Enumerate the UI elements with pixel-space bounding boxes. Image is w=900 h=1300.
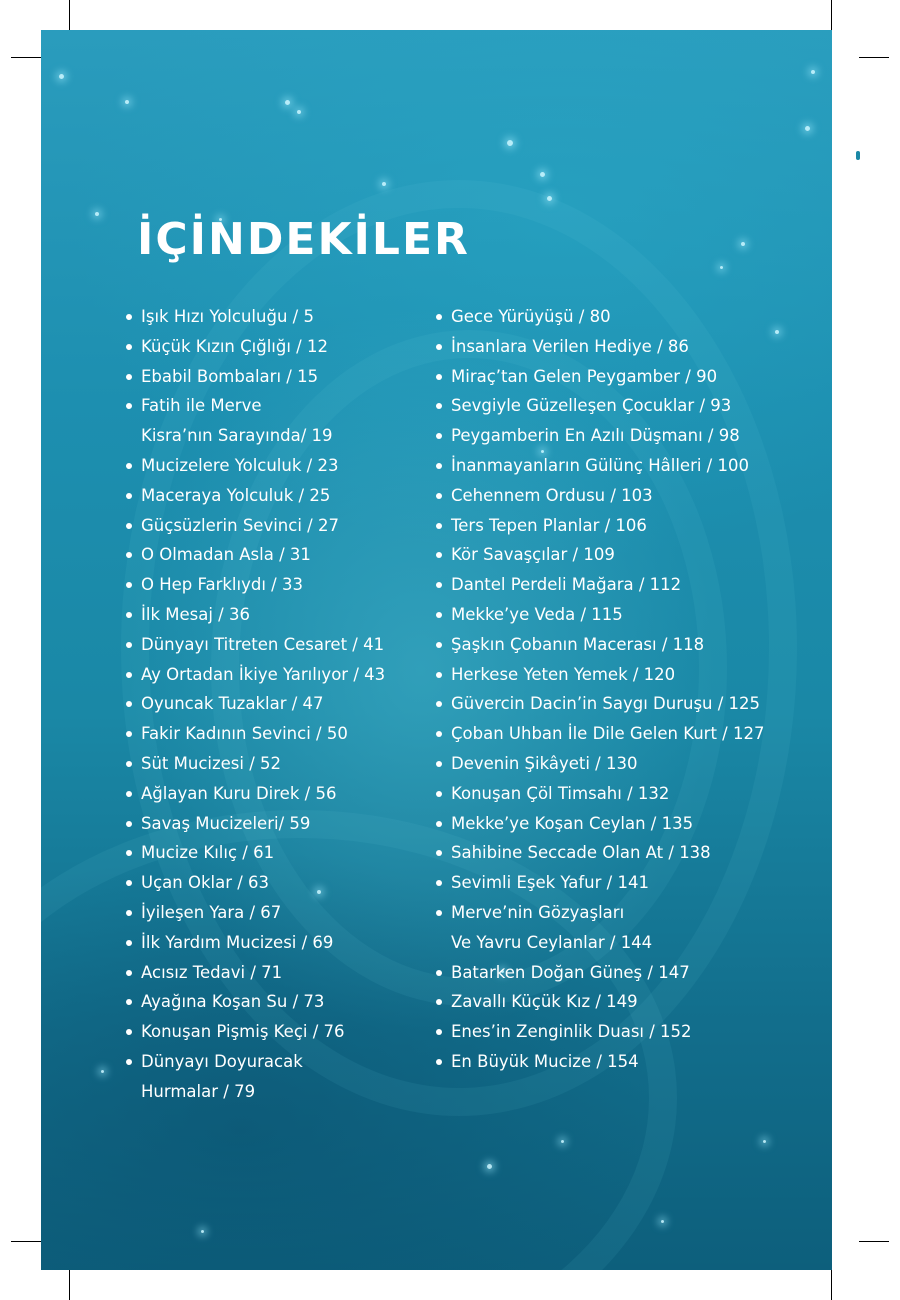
- toc-entry-text: Kör Savaşçılar / 109: [451, 545, 615, 565]
- star: [487, 1164, 492, 1169]
- crop-mark: [11, 1241, 41, 1242]
- star: [507, 140, 513, 146]
- star: [101, 1070, 104, 1073]
- star: [201, 1230, 204, 1233]
- toc-entry: [125, 362, 425, 392]
- bullet-icon: [126, 552, 132, 558]
- edge-mark: [856, 151, 860, 160]
- toc-entry: [125, 749, 425, 779]
- star: [382, 182, 386, 186]
- toc-entry: [125, 987, 425, 1017]
- toc-entry: [125, 302, 425, 332]
- toc-entry-text: Dantel Perdeli Mağara / 112: [451, 575, 682, 595]
- bullet-icon: [436, 850, 442, 856]
- toc-entry: [435, 332, 815, 362]
- toc-entry-text: Konuşan Pişmiş Keçi / 76: [141, 1022, 345, 1042]
- bullet-icon: [126, 582, 132, 588]
- bullet-icon: [436, 880, 442, 886]
- toc-entry: [125, 958, 425, 988]
- bullet-icon: [126, 999, 132, 1005]
- toc-entry: [435, 630, 815, 660]
- toc-entry-text: Kisra’nın Sarayında/ 19: [141, 426, 333, 446]
- toc-entry: [435, 958, 815, 988]
- toc-entry: [125, 660, 425, 690]
- toc-entry: [125, 630, 425, 660]
- toc-entry: [435, 689, 815, 719]
- toc-entry-text: Ay Ortadan İkiye Yarılıyor / 43: [141, 664, 386, 684]
- toc-entry-text: Zavallı Küçük Kız / 149: [451, 992, 638, 1012]
- toc-entry: [125, 481, 425, 511]
- bullet-icon: [126, 731, 132, 737]
- toc-entry-text: O Hep Farklıydı / 33: [141, 575, 303, 595]
- toc-entry-text: Enes’in Zenginlik Duası / 152: [451, 1022, 692, 1042]
- bullet-icon: [126, 463, 132, 469]
- toc-entry: [435, 570, 815, 600]
- toc-entry-text: Miraç’tan Gelen Peygamber / 90: [451, 366, 718, 386]
- bullet-icon: [126, 940, 132, 946]
- toc-entry-text: Çoban Uhban İle Dile Gelen Kurt / 127: [451, 724, 765, 744]
- bullet-icon: [126, 880, 132, 886]
- toc-entry-text: O Olmadan Asla / 31: [141, 545, 311, 565]
- bullet-icon: [126, 374, 132, 380]
- star: [95, 212, 99, 216]
- toc-entry-text: Sahibine Seccade Olan At / 138: [451, 843, 711, 863]
- toc-entry: [435, 362, 815, 392]
- toc-entry-text: Dünyayı Doyuracak: [141, 1051, 303, 1071]
- bullet-icon: [436, 761, 442, 767]
- toc-entry: [125, 600, 425, 630]
- toc-entry-text: Ayağına Koşan Su / 73: [141, 992, 325, 1012]
- toc-entry: [435, 987, 815, 1017]
- toc-entry: [125, 332, 425, 362]
- toc-entry: [435, 600, 815, 630]
- toc-entry-text: Hurmalar / 79: [141, 1081, 256, 1101]
- toc-entry: [125, 1047, 425, 1107]
- bullet-icon: [126, 791, 132, 797]
- toc-entry-text: Dünyayı Titreten Cesaret / 41: [141, 634, 385, 654]
- toc-entry: [125, 451, 425, 481]
- toc-entry-text: Sevimli Eşek Yafur / 141: [451, 873, 649, 893]
- bullet-icon: [436, 791, 442, 797]
- toc-entry-text: Güvercin Dacin’in Saygı Duruşu / 125: [451, 694, 761, 714]
- toc-entry-text: Fakir Kadının Sevinci / 50: [141, 724, 348, 744]
- toc-entry: [125, 838, 425, 868]
- bullet-icon: [436, 374, 442, 380]
- toc-entry-text: Mucizelere Yolculuk / 23: [141, 455, 339, 475]
- star: [741, 242, 745, 246]
- toc-entry: [125, 511, 425, 541]
- toc-entry-text: Maceraya Yolculuk / 25: [141, 485, 331, 505]
- toc-entry: [435, 511, 815, 541]
- bullet-icon: [126, 612, 132, 618]
- crop-mark: [11, 57, 41, 58]
- bullet-icon: [126, 761, 132, 767]
- toc-entry: [435, 302, 815, 332]
- toc-entry-text: Ebabil Bombaları / 15: [141, 366, 319, 386]
- book-page: [41, 30, 832, 1270]
- toc-entry: [435, 451, 815, 481]
- toc-entry: [125, 391, 425, 451]
- toc-entry-text: Konuşan Çöl Timsahı / 132: [451, 783, 670, 803]
- toc-entry: [435, 391, 815, 421]
- toc-entry-text: Şaşkın Çobanın Macerası / 118: [451, 634, 705, 654]
- toc-entry-text: Peygamberin En Azılı Düşmanı / 98: [451, 426, 740, 446]
- bullet-icon: [126, 403, 132, 409]
- bullet-icon: [436, 463, 442, 469]
- toc-entry: [125, 809, 425, 839]
- toc-entry: [125, 540, 425, 570]
- bullet-icon: [436, 701, 442, 707]
- crop-mark: [859, 57, 889, 58]
- bullet-icon: [126, 850, 132, 856]
- bullet-icon: [436, 523, 442, 529]
- toc-entry-text: Fatih ile Merve: [141, 396, 262, 416]
- toc-entry: [435, 421, 815, 451]
- toc-entry-text: Küçük Kızın Çığlığı / 12: [141, 336, 328, 356]
- bullet-icon: [126, 970, 132, 976]
- toc-entry-text: Herkese Yeten Yemek / 120: [451, 664, 676, 684]
- toc-entry-text: Mekke’ye Veda / 115: [451, 604, 623, 624]
- bullet-icon: [126, 493, 132, 499]
- toc-entry-text: Mekke’ye Koşan Ceylan / 135: [451, 813, 694, 833]
- toc-entry: [435, 481, 815, 511]
- bullet-icon: [436, 970, 442, 976]
- toc-entry: [125, 898, 425, 928]
- bullet-icon: [126, 1059, 132, 1065]
- toc-entry: [125, 779, 425, 809]
- star: [720, 266, 723, 269]
- toc-entry-text: İnanmayanların Gülünç Hâlleri / 100: [451, 455, 749, 475]
- star: [763, 1140, 766, 1143]
- toc-entry: [435, 1017, 815, 1047]
- toc-entry-text: Mucize Kılıç / 61: [141, 843, 275, 863]
- star: [285, 100, 290, 105]
- star: [811, 70, 815, 74]
- crop-mark: [831, 1270, 832, 1300]
- bullet-icon: [126, 910, 132, 916]
- toc-column-right: [435, 302, 815, 1077]
- crop-mark: [69, 1270, 70, 1300]
- toc-entry-text: İlk Mesaj / 36: [141, 604, 250, 624]
- star: [805, 126, 810, 131]
- bullet-icon: [126, 344, 132, 350]
- star: [59, 74, 64, 79]
- bullet-icon: [126, 314, 132, 320]
- star: [661, 1220, 664, 1223]
- bullet-icon: [436, 403, 442, 409]
- toc-entry-text: Acısız Tedavi / 71: [141, 962, 283, 982]
- bullet-icon: [436, 1029, 442, 1035]
- toc-entry-text: İlk Yardım Mucizesi / 69: [141, 932, 334, 952]
- bullet-icon: [436, 1059, 442, 1065]
- crop-mark: [859, 1241, 889, 1242]
- toc-entry-text: Süt Mucizesi / 52: [141, 753, 282, 773]
- toc-column-left: [125, 302, 425, 1107]
- bullet-icon: [126, 672, 132, 678]
- toc-entry-text: Işık Hızı Yolculuğu / 5: [141, 307, 314, 326]
- bullet-icon: [126, 642, 132, 648]
- bullet-icon: [126, 821, 132, 827]
- toc-entry-text: Oyuncak Tuzaklar / 47: [141, 694, 324, 714]
- star: [547, 196, 552, 201]
- bullet-icon: [436, 552, 442, 558]
- bullet-icon: [126, 701, 132, 707]
- bullet-icon: [436, 731, 442, 737]
- toc-entry: [435, 660, 815, 690]
- bullet-icon: [126, 523, 132, 529]
- toc-entry: [435, 809, 815, 839]
- toc-entry: [435, 838, 815, 868]
- toc-entry-text: İnsanlara Verilen Hediye / 86: [451, 336, 689, 356]
- toc-entry-text: Ağlayan Kuru Direk / 56: [141, 783, 337, 803]
- bullet-icon: [436, 910, 442, 916]
- bullet-icon: [436, 314, 442, 320]
- bullet-icon: [436, 493, 442, 499]
- toc-entry-text: En Büyük Mucize / 154: [451, 1051, 639, 1071]
- toc-entry: [435, 540, 815, 570]
- page-title: İÇİNDEKİLER: [137, 214, 470, 265]
- bullet-icon: [436, 672, 442, 678]
- crop-mark: [831, 0, 832, 30]
- toc-entry: [125, 719, 425, 749]
- bullet-icon: [126, 1029, 132, 1035]
- bullet-icon: [436, 344, 442, 350]
- toc-entry: [125, 928, 425, 958]
- bullet-icon: [436, 999, 442, 1005]
- toc-entry-text: Savaş Mucizeleri/ 59: [141, 813, 311, 833]
- toc-entry-text: Ters Tepen Planlar / 106: [451, 515, 647, 535]
- toc-entry: [125, 1017, 425, 1047]
- toc-entry: [435, 749, 815, 779]
- star: [561, 1140, 564, 1143]
- toc-entry-text: Merve’nin Gözyaşları: [451, 902, 625, 922]
- star: [540, 172, 545, 177]
- bullet-icon: [436, 642, 442, 648]
- toc-entry-text: Devenin Şikâyeti / 130: [451, 753, 638, 773]
- toc-entry-text: İyileşen Yara / 67: [141, 902, 282, 922]
- toc-entry-text: Uçan Oklar / 63: [141, 873, 270, 893]
- bullet-icon: [436, 582, 442, 588]
- toc-entry: [435, 1047, 815, 1077]
- bullet-icon: [436, 821, 442, 827]
- toc-entry-text: Gece Yürüyüşü / 80: [451, 307, 611, 326]
- toc-entry-text: Ve Yavru Ceylanlar / 144: [451, 932, 653, 952]
- toc-entry-text: Güçsüzlerin Sevinci / 27: [141, 515, 339, 535]
- toc-entry-text: Cehennem Ordusu / 103: [451, 485, 653, 505]
- bullet-icon: [436, 433, 442, 439]
- toc-entry: [435, 779, 815, 809]
- toc-entry: [435, 898, 815, 958]
- star: [125, 100, 129, 104]
- toc-entry: [435, 868, 815, 898]
- toc-entry: [125, 689, 425, 719]
- toc-entry: [435, 719, 815, 749]
- toc-entry-text: Sevgiyle Güzelleşen Çocuklar / 93: [451, 396, 732, 416]
- bullet-icon: [436, 612, 442, 618]
- toc-entry: [125, 570, 425, 600]
- star: [297, 110, 301, 114]
- toc-entry-text: Batarken Doğan Güneş / 147: [451, 962, 690, 982]
- crop-mark: [69, 0, 70, 30]
- toc-entry: [125, 868, 425, 898]
